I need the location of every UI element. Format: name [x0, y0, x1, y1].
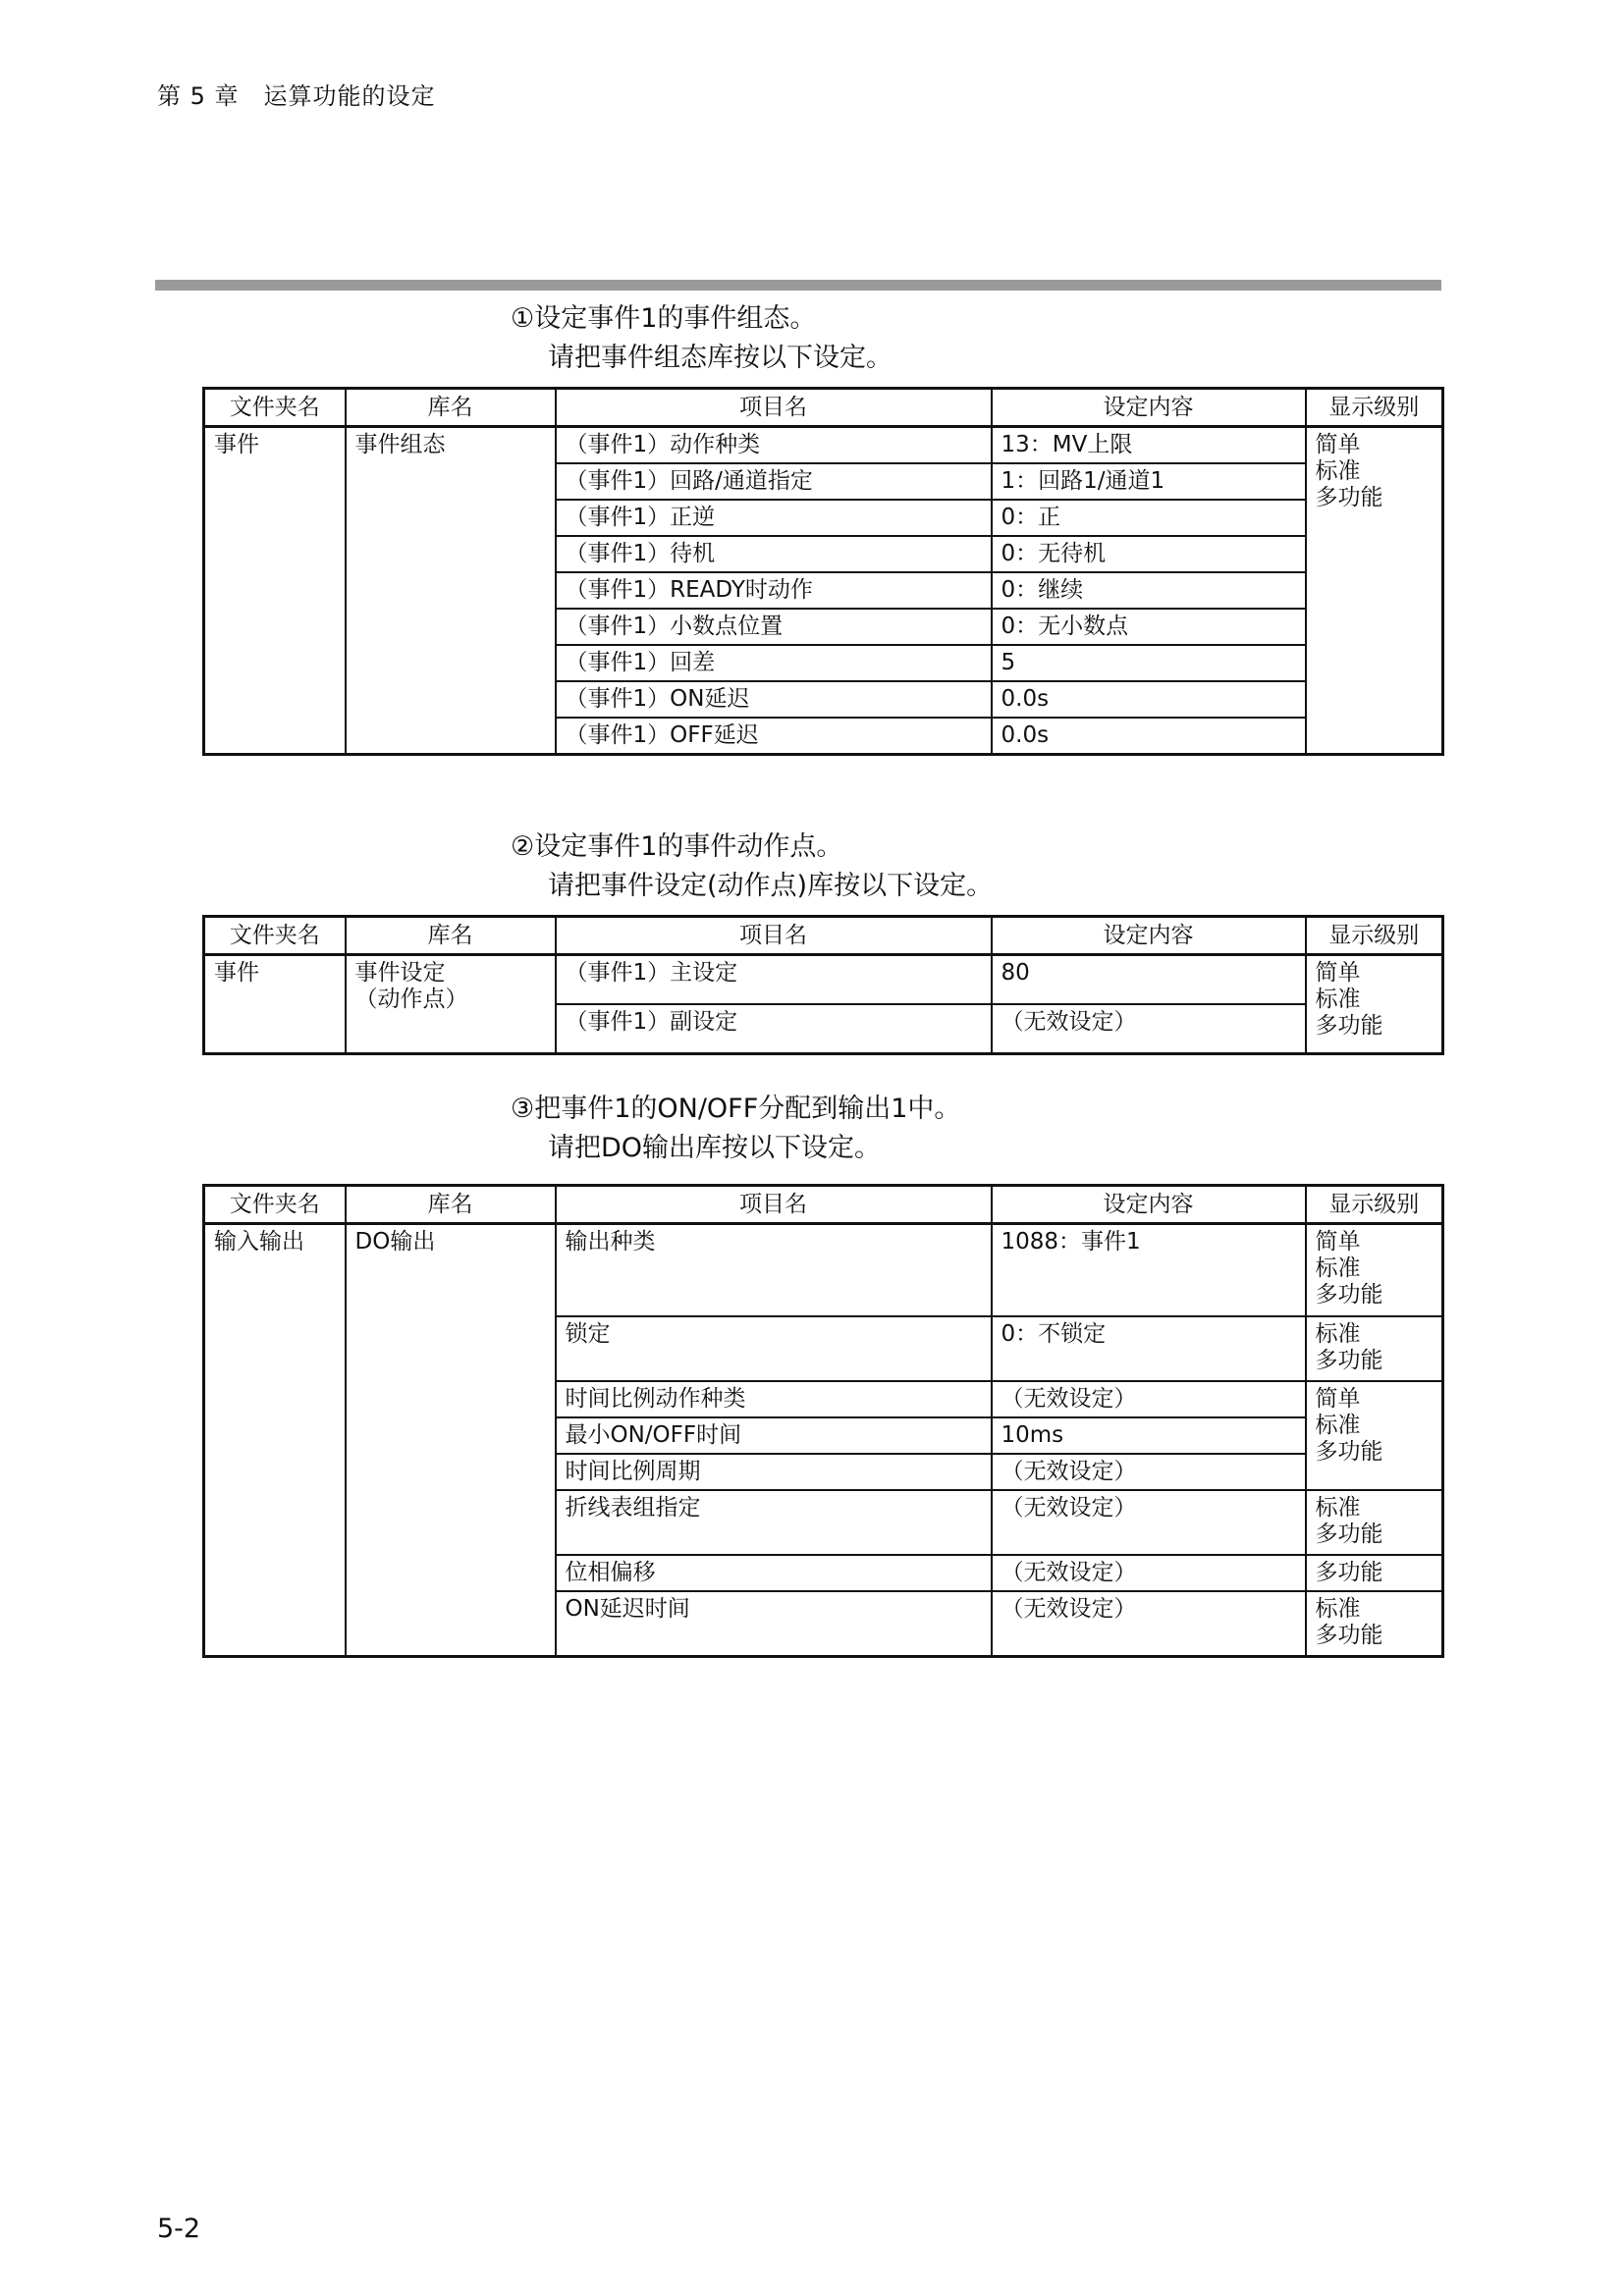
- value-cell: （无效设定）: [992, 1381, 1306, 1417]
- table-header-row: [204, 917, 1443, 955]
- col-folder: 文件夹名: [204, 389, 346, 427]
- col-value: 设定内容: [992, 389, 1306, 427]
- table-row: [204, 955, 1443, 1005]
- item-cell: ON延迟时间: [556, 1591, 992, 1657]
- library-cell: 事件设定 （动作点）: [346, 955, 556, 1054]
- level-cell: 标准 多功能: [1306, 1490, 1443, 1555]
- step3-subtitle: 请把DO输出库按以下设定。: [548, 1133, 882, 1163]
- section-divider: [155, 280, 1441, 291]
- page-number: 5-2: [157, 2214, 201, 2244]
- col-value: 设定内容: [992, 917, 1306, 955]
- value-cell: 1：回路1/通道1: [992, 463, 1306, 500]
- step2-table: [202, 915, 1444, 1055]
- chapter-header: 第 5 章 运算功能的设定: [157, 82, 436, 110]
- col-value: 设定内容: [992, 1186, 1306, 1224]
- item-cell: 折线表组指定: [556, 1490, 992, 1555]
- value-cell: 0：不锁定: [992, 1316, 1306, 1381]
- table-row: [204, 1224, 1443, 1317]
- item-cell: （事件1）待机: [556, 536, 992, 572]
- value-cell: 13：MV上限: [992, 427, 1306, 464]
- value-cell: （无效设定）: [992, 1004, 1306, 1054]
- value-cell: （无效设定）: [992, 1555, 1306, 1591]
- level-cell: 简单 标准 多功能: [1306, 955, 1443, 1054]
- step2-title: ②设定事件1的事件动作点。: [511, 831, 843, 862]
- folder-cell: 输入输出: [204, 1224, 346, 1657]
- value-cell: （无效设定）: [992, 1490, 1306, 1555]
- item-cell: 输出种类: [556, 1224, 992, 1317]
- level-cell: 简单 标准 多功能: [1306, 427, 1443, 755]
- step3-heading: [511, 1090, 960, 1168]
- step2-heading: [511, 828, 993, 906]
- col-level: 显示级别: [1306, 1186, 1443, 1224]
- item-cell: （事件1）主设定: [556, 955, 992, 1005]
- item-cell: 时间比例周期: [556, 1454, 992, 1490]
- value-cell: 10ms: [992, 1417, 1306, 1454]
- col-item: 项目名: [556, 1186, 992, 1224]
- value-cell: 0.0s: [992, 681, 1306, 718]
- col-folder: 文件夹名: [204, 917, 346, 955]
- step1-table: [202, 387, 1444, 756]
- step3-table: [202, 1184, 1444, 1658]
- level-cell: 标准 多功能: [1306, 1316, 1443, 1381]
- value-cell: 5: [992, 645, 1306, 681]
- value-cell: 0：正: [992, 500, 1306, 536]
- item-cell: 位相偏移: [556, 1555, 992, 1591]
- col-level: 显示级别: [1306, 389, 1443, 427]
- step2-subtitle: 请把事件设定(动作点)库按以下设定。: [548, 871, 994, 901]
- col-item: 项目名: [556, 389, 992, 427]
- value-cell: 0.0s: [992, 718, 1306, 755]
- item-cell: （事件1）副设定: [556, 1004, 992, 1054]
- step3-title: ③把事件1的ON/OFF分配到输出1中。: [511, 1094, 961, 1124]
- item-cell: （事件1）小数点位置: [556, 609, 992, 645]
- item-cell: 最小ON/OFF时间: [556, 1417, 992, 1454]
- table-header-row: [204, 389, 1443, 427]
- col-level: 显示级别: [1306, 917, 1443, 955]
- item-cell: （事件1）回路/通道指定: [556, 463, 992, 500]
- item-cell: （事件1）OFF延迟: [556, 718, 992, 755]
- folder-cell: 事件: [204, 955, 346, 1054]
- item-cell: （事件1）回差: [556, 645, 992, 681]
- step1-subtitle: 请把事件组态库按以下设定。: [548, 343, 893, 373]
- level-cell: 多功能: [1306, 1555, 1443, 1591]
- item-cell: （事件1）READY时动作: [556, 572, 992, 609]
- value-cell: 80: [992, 955, 1306, 1005]
- item-cell: 锁定: [556, 1316, 992, 1381]
- level-cell: 标准 多功能: [1306, 1591, 1443, 1657]
- col-library: 库名: [346, 917, 556, 955]
- col-folder: 文件夹名: [204, 1186, 346, 1224]
- col-library: 库名: [346, 1186, 556, 1224]
- item-cell: （事件1）正逆: [556, 500, 992, 536]
- item-cell: （事件1）ON延迟: [556, 681, 992, 718]
- folder-cell: 事件: [204, 427, 346, 755]
- library-cell: 事件组态: [346, 427, 556, 755]
- item-cell: （事件1）动作种类: [556, 427, 992, 464]
- value-cell: 0：无小数点: [992, 609, 1306, 645]
- table-header-row: [204, 1186, 1443, 1224]
- library-cell: DO输出: [346, 1224, 556, 1657]
- step1-heading: [511, 299, 893, 378]
- value-cell: （无效设定）: [992, 1591, 1306, 1657]
- level-cell: 简单 标准 多功能: [1306, 1381, 1443, 1490]
- col-item: 项目名: [556, 917, 992, 955]
- value-cell: （无效设定）: [992, 1454, 1306, 1490]
- col-library: 库名: [346, 389, 556, 427]
- value-cell: 1088：事件1: [992, 1224, 1306, 1317]
- step1-title: ①设定事件1的事件组态。: [511, 303, 817, 334]
- level-cell: 简单 标准 多功能: [1306, 1224, 1443, 1317]
- table-row: [204, 427, 1443, 464]
- value-cell: 0：无待机: [992, 536, 1306, 572]
- value-cell: 0：继续: [992, 572, 1306, 609]
- item-cell: 时间比例动作种类: [556, 1381, 992, 1417]
